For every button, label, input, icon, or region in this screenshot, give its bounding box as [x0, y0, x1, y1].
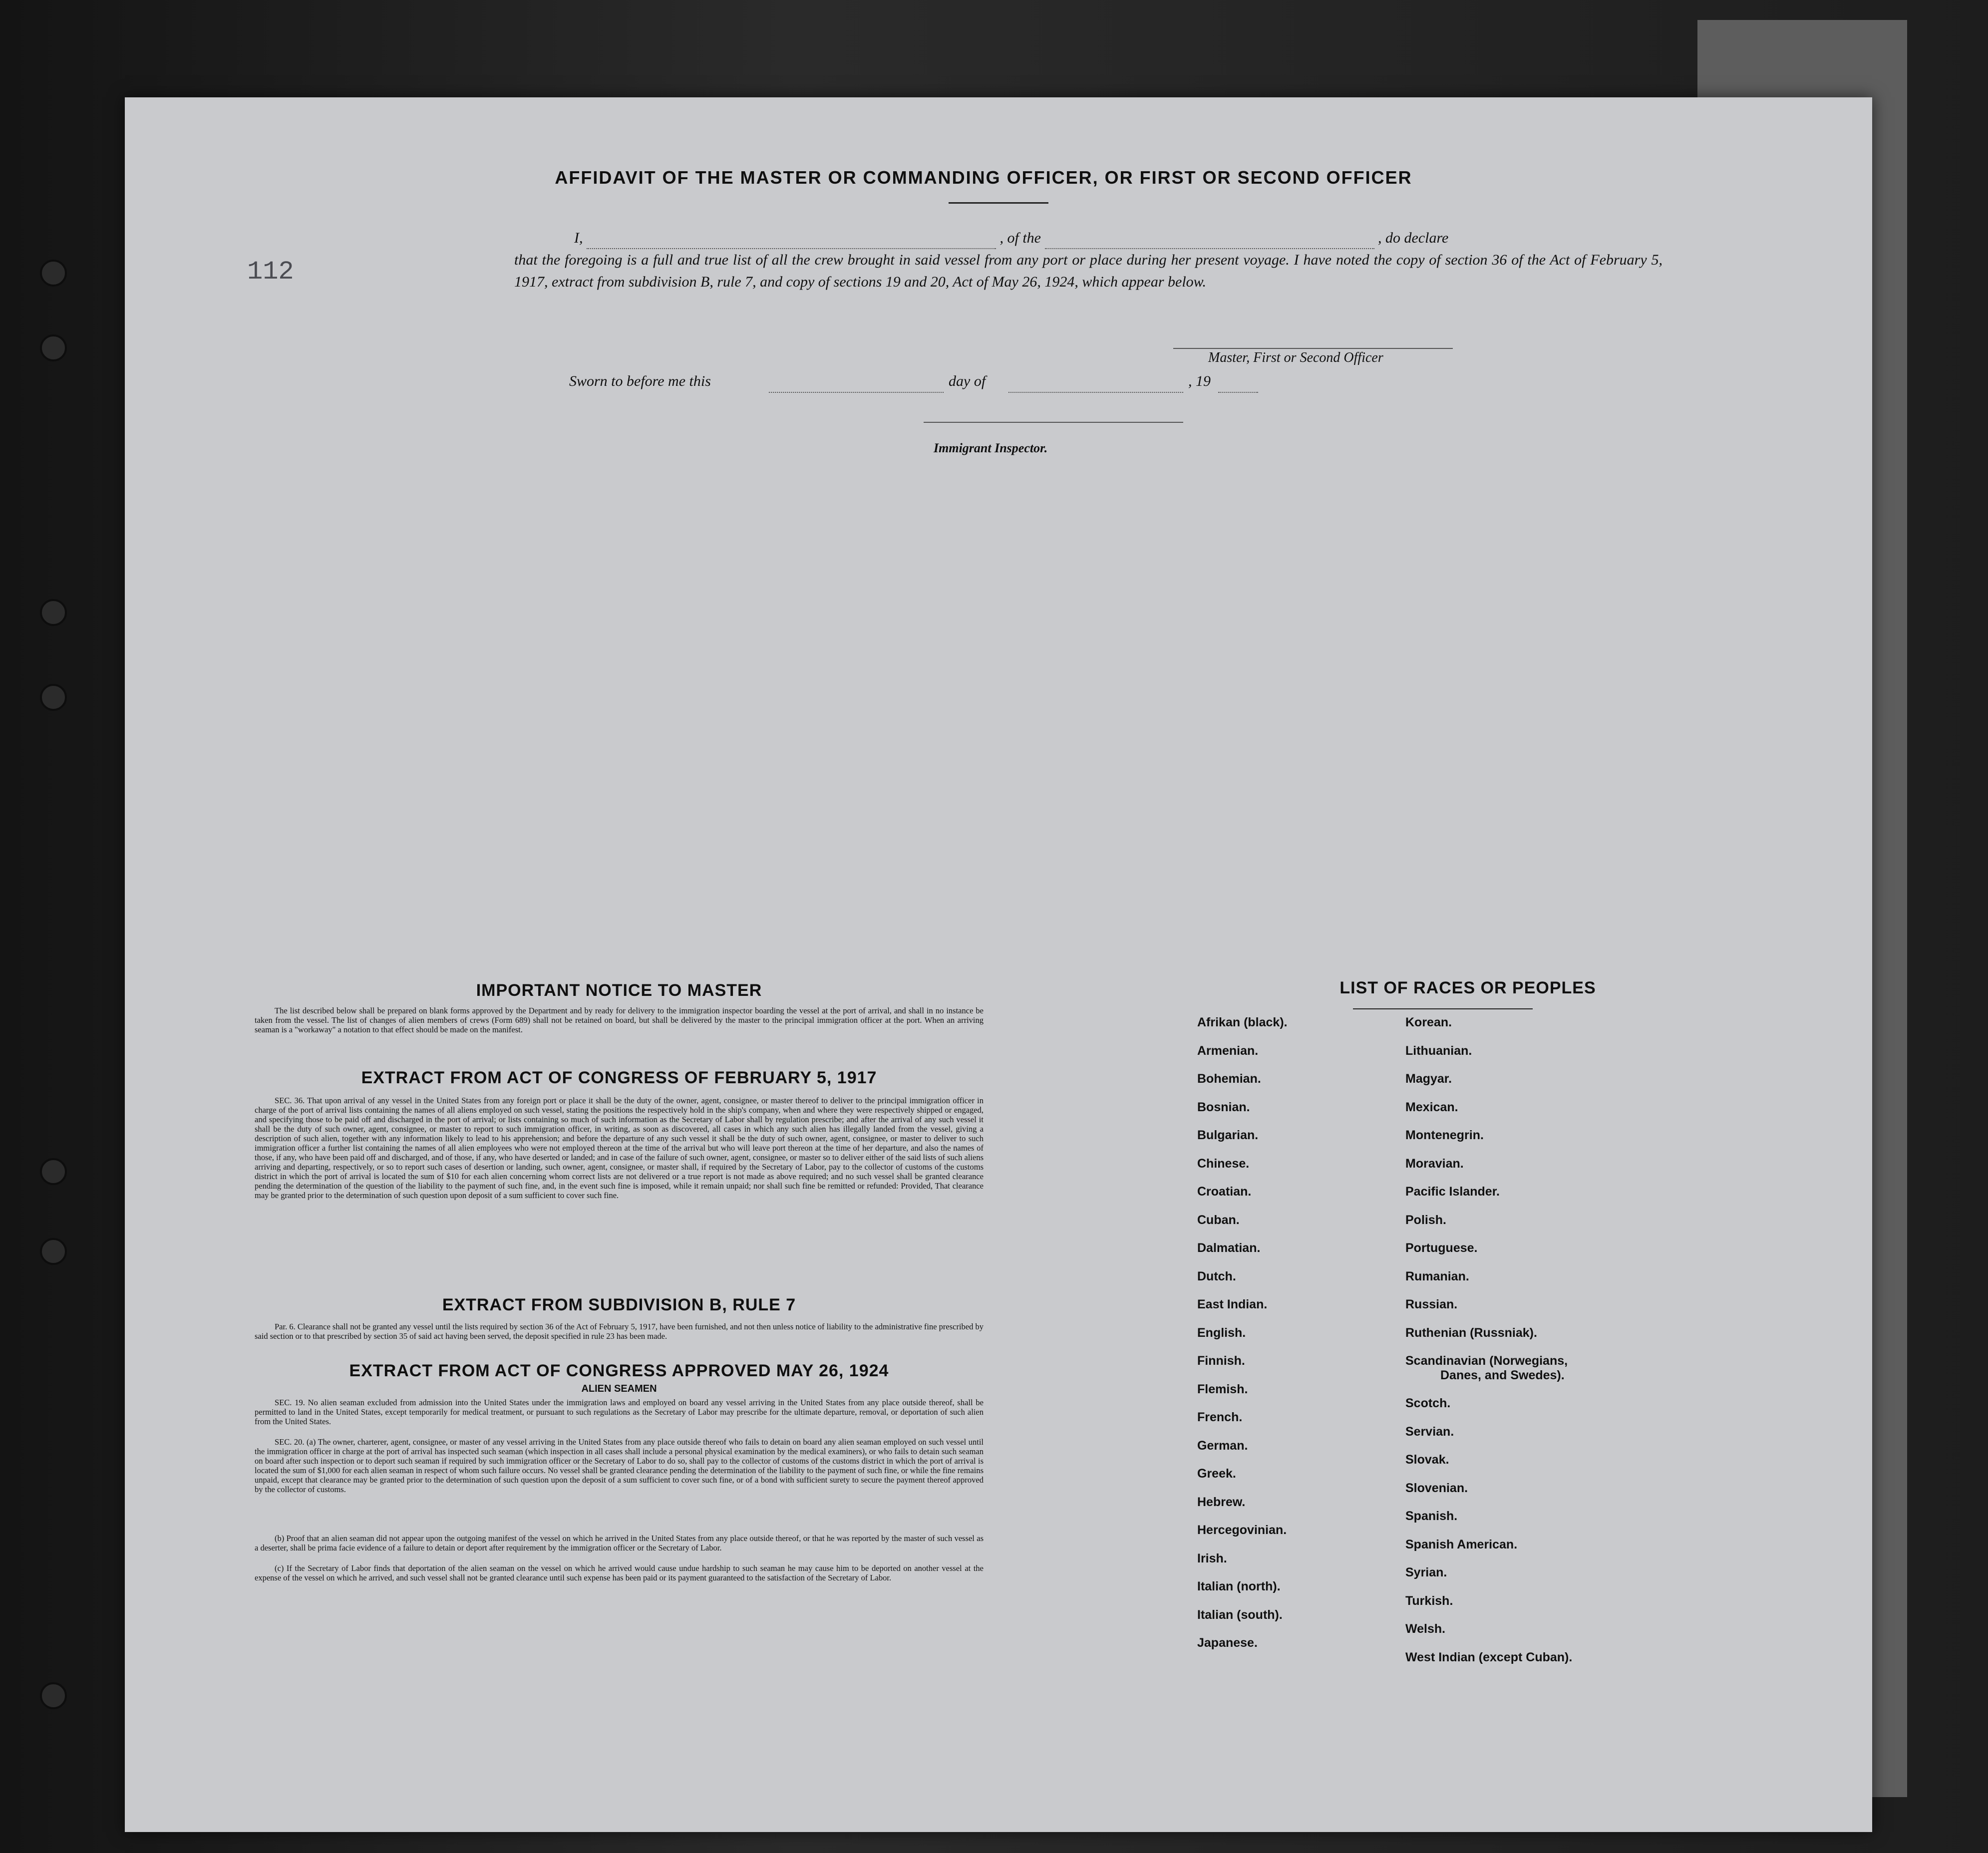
- notice-title: IMPORTANT NOTICE TO MASTER: [476, 981, 762, 1000]
- race-item: Korean.: [1405, 1015, 1452, 1029]
- race-item: Danes, and Swedes).: [1440, 1368, 1565, 1382]
- binder-hole: [40, 684, 67, 711]
- race-item: Polish.: [1405, 1213, 1446, 1227]
- race-item: Irish.: [1197, 1551, 1227, 1565]
- races-underline: [1353, 1008, 1533, 1009]
- extract-1924-sec20b: (b) Proof that an alien seaman did not appear upon the outgoing manifest of the vessel on which he arrived in the United States from any place outside thereof, or that he was reported by the master of such vessel as a deserter, shall be prima facie evidence of a failure to detain or deport after requirement by the immigration officer or the Secretary of Labor.: [255, 1534, 984, 1552]
- race-item: Rumanian.: [1405, 1269, 1469, 1283]
- race-item: English.: [1197, 1325, 1246, 1340]
- race-item: East Indian.: [1197, 1297, 1268, 1311]
- binder-hole: [40, 1682, 67, 1709]
- race-item: Italian (south).: [1197, 1607, 1283, 1622]
- title-underline: [949, 202, 1048, 204]
- race-item: Hebrew.: [1197, 1495, 1246, 1509]
- extract-1924-subtitle: ALIEN SEAMEN: [581, 1383, 657, 1394]
- sworn-year-field[interactable]: [1218, 376, 1258, 393]
- master-label: Master, First or Second Officer: [1208, 350, 1383, 365]
- race-item: Japanese.: [1197, 1636, 1258, 1650]
- races-title: LIST OF RACES OR PEOPLES: [1339, 978, 1596, 997]
- sworn-month-field[interactable]: [1008, 376, 1183, 393]
- race-item: Magyar.: [1405, 1072, 1452, 1086]
- sworn-day-field[interactable]: [769, 376, 944, 393]
- race-item: Dalmatian.: [1197, 1241, 1261, 1255]
- margin-number: 112: [247, 257, 294, 287]
- race-item: Dutch.: [1197, 1269, 1236, 1283]
- extract-rule7-text: Par. 6. Clearance shall not be granted any vessel until the lists required by section 36 of the Act of February 5, 1917, have been furnished, and not then unless notice of liability to the administrative fine prescribed by said section or to that prescribed by section 35 of said act having been served, the deposit specified in rule 23 has been made.: [255, 1322, 984, 1341]
- binder-hole: [40, 599, 67, 626]
- signature-line: [1173, 348, 1453, 349]
- race-item: Greek.: [1197, 1467, 1236, 1481]
- declaration-body: that the foregoing is a full and true list of all the crew brought in said vessel from any port or place during her present voyage. I have noted the copy of section 36 of the Act of February 5, 1917, extract from subdivision B, rule 7, and copy of sections 19 and 20, Act of May 26, 1924, which appear below.: [514, 252, 1662, 290]
- binder-hole: [40, 260, 67, 287]
- race-item: Italian (north).: [1197, 1579, 1281, 1593]
- race-item: Spanish.: [1405, 1509, 1458, 1523]
- declaration-i: I,: [574, 230, 583, 246]
- race-item: Russian.: [1405, 1297, 1458, 1311]
- extract-1924-title: EXTRACT FROM ACT OF CONGRESS APPROVED MAY 26, 1924: [349, 1361, 889, 1380]
- race-item: Cuban.: [1197, 1213, 1240, 1227]
- race-item: Servian.: [1405, 1424, 1454, 1439]
- extract-1917-title: EXTRACT FROM ACT OF CONGRESS OF FEBRUARY 5, 1917: [361, 1068, 877, 1087]
- extract-1924-sec20c: (c) If the Secretary of Labor finds that deportation of the alien seaman on the vessel on which he arrived would cause undue hardship to such seaman he may cause him to be deported on another vessel at the expense of the vessel on which he arrived, and such vessel shall not be granted clearance until such expense has been paid or its payment guaranteed to the satisfaction of the Secretary of Labor.: [255, 1563, 984, 1582]
- extract-1924-sec19: SEC. 19. No alien seaman excluded from admission into the United States under the immigration laws and employed on board any vessel arriving in the United States from any place outside thereof, shall be permitted to land in the United States, except temporarily for medical treatment, or pursuant to such regulations as the Secretary of Labor may prescribe for the ultimate departure, removal, or deportation of such alien from the United States.: [255, 1398, 984, 1426]
- declaration-do-declare: , do declare: [1378, 230, 1449, 246]
- race-item: Spanish American.: [1405, 1537, 1518, 1551]
- race-item: Chinese.: [1197, 1156, 1250, 1171]
- race-item: Armenian.: [1197, 1043, 1259, 1058]
- race-item: Scotch.: [1405, 1396, 1451, 1410]
- race-item: Ruthenian (Russniak).: [1405, 1325, 1537, 1340]
- affidavit-title: AFFIDAVIT OF THE MASTER OR COMMANDING OFFICER, OR FIRST OR SECOND OFFICER: [555, 167, 1412, 188]
- race-item: Hercegovinian.: [1197, 1523, 1287, 1537]
- race-item: Pacific Islander.: [1405, 1185, 1500, 1199]
- race-item: Flemish.: [1197, 1382, 1248, 1396]
- race-item: German.: [1197, 1438, 1248, 1453]
- inspector-label: Immigrant Inspector.: [934, 441, 1048, 455]
- day-of-label: day of: [949, 373, 986, 389]
- race-item: West Indian (except Cuban).: [1405, 1650, 1573, 1664]
- race-item: Welsh.: [1405, 1622, 1446, 1636]
- race-item: Finnish.: [1197, 1354, 1245, 1368]
- sworn-label: Sworn to before me this: [569, 373, 711, 389]
- race-item: Croatian.: [1197, 1185, 1252, 1199]
- race-item: Slovak.: [1405, 1453, 1449, 1467]
- race-item: Bosnian.: [1197, 1100, 1250, 1114]
- race-item: Lithuanian.: [1405, 1043, 1472, 1058]
- race-item: Turkish.: [1405, 1593, 1453, 1608]
- document-page: [125, 97, 1872, 1832]
- race-item: Bulgarian.: [1197, 1128, 1259, 1142]
- race-item: Moravian.: [1405, 1156, 1464, 1171]
- extract-1917-text: SEC. 36. That upon arrival of any vessel in the United States from any foreign port or place it shall be the duty of the owner, agent, consignee, or master thereof to deliver to the principal immigration officer in charge of the port of arrival lists containing the names of all aliens employed on such vessel, stating the positions the respectively hold in the ship's company, when and where they were respectively shipped or engaged, and specifying those to be paid off and discharged in the port of arrival; or lists containing so much of such information as the Secretary of Labor shall by regulation prescribe; and after the arrival of any such vessel it shall be the duty of such owner, agent, consignee, or master to report to such immigration officer, in writing, as soon as discovered, all cases in which any such alien has illegally landed from the vessel, giving a description of such alien, together with any information likely to lead to his apprehension; and before the departure of any such vessel it shall be the duty of such owner, agent, consignee, or master to deliver to such immigration officer a further list containing the names of all alien employees who were not employed thereon at the time of the arrival but who will leave port thereon at the time of her departure, and also the names of those, if any, who have been paid off and discharged, and of those, if any, who have deserted or landed; and in case of the failure of such owner, agent, consignee, or master so to deliver either of the said lists of such aliens arriving and departing, respectively, or so to report such cases of desertion or landing, such owner, agent, consignee, or master shall, if required by the Secretary of Labor, pay to the collector of customs of the customs district in which the port of arrival is located the sum of $10 for each alien concerning whom correct lists are not delivered or a true report is not made as above required; and no such vessel shall be granted clearance pending the determination of the question of the liability to the payment of such fine, and, in the event such fine is imposed, while it remain unpaid; nor shall such fine be remitted or refunded: Provided, That clearance may be granted prior to the determination of such question upon deposit of a sum sufficient to cover such fine.: [255, 1096, 984, 1200]
- affidavit-declaration: [514, 227, 1662, 293]
- races-column-left: [1197, 1016, 1387, 1665]
- extract-1924-sec20a: SEC. 20. (a) The owner, charterer, agent, consignee, or master of any vessel arriving in the United States from any place outside thereof who fails to detain on board any alien seaman employed on such vessel until the immigration officer in charge at the port of arrival has inspected such seaman (which inspection in all cases shall include a personal physical examination by the medical examiners), or who fails to detain such seaman on board after such inspection or to deport such seaman if required by such immigration officer or the Secretary of Labor to do so, shall pay to the collector of customs of the customs district in which the port of arrival is located the sum of $1,000 for each alien seaman in respect of whom such failure occurs. No vessel shall be granted clearance pending the determination of the liability to the payment of such fine, or while the fine remains unpaid, except that clearance may be granted prior to the determination of such question upon the deposit of a sum sufficient to cover such fine, or of a bond with sufficient surety to secure the payment thereof approved by the collector of customs.: [255, 1437, 984, 1494]
- year-label: , 19: [1188, 373, 1211, 389]
- binder-hole: [40, 1158, 67, 1185]
- race-item: French.: [1197, 1410, 1243, 1424]
- race-item: Mexican.: [1405, 1100, 1458, 1114]
- binder-hole: [40, 1238, 67, 1265]
- races-column-right: [1405, 1016, 1665, 1679]
- race-item: Scandinavian (Norwegians,: [1405, 1354, 1568, 1368]
- inspector-signature-line: [924, 422, 1183, 423]
- notice-text: The list described below shall be prepared on blank forms approved by the Department and by ready for delivery to the immigration inspector boarding the vessel at the port of arrival, and shall in no instance be taken from the vessel. The list of changes of alien members of crews (Form 689) shall not be retained on board, but shall be delivered by the master to the principal immigration officer at the port. When an arriving seaman is a "workaway" a notation to that effect should be made on the manifest.: [255, 1006, 984, 1034]
- race-item: Portuguese.: [1405, 1241, 1478, 1255]
- declaration-line: [514, 227, 1662, 249]
- race-item: Montenegrin.: [1405, 1128, 1484, 1142]
- binder-hole: [40, 334, 67, 361]
- race-item: Slovenian.: [1405, 1481, 1468, 1495]
- race-item: Syrian.: [1405, 1565, 1447, 1579]
- race-item: Bohemian.: [1197, 1072, 1261, 1086]
- extract-rule7-title: EXTRACT FROM SUBDIVISION B, RULE 7: [442, 1295, 796, 1314]
- declaration-of-the: , of the: [999, 230, 1041, 246]
- race-item: Afrikan (black).: [1197, 1015, 1288, 1029]
